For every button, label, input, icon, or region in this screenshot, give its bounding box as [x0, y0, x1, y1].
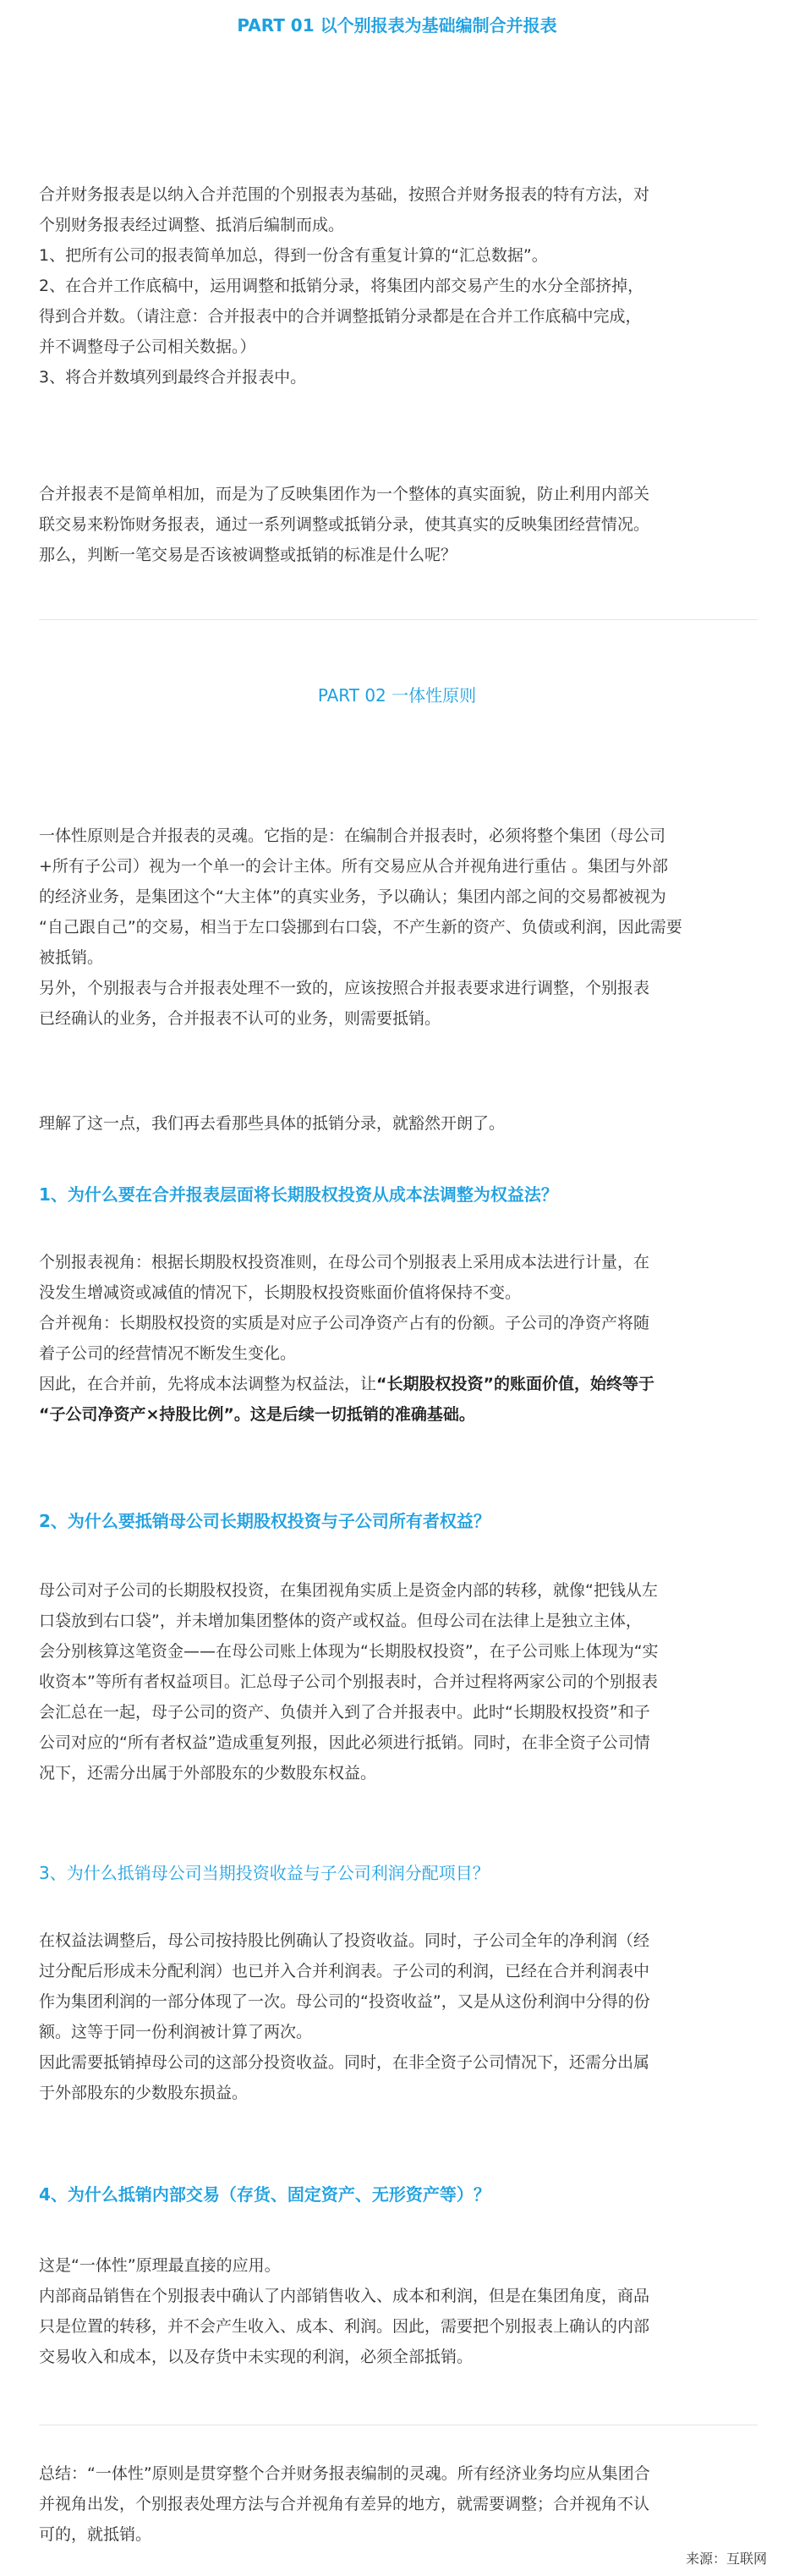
- question-4-body: [39, 2250, 758, 2372]
- text-line: [39, 1369, 758, 1399]
- text-line: 个别报表视角：根据长期股权投资准则，在母公司个别报表上采用成本法进行计量，在: [39, 1253, 650, 1272]
- text-line: 并不调整母子公司相关数据。）: [39, 338, 256, 356]
- question-3-body: [39, 1925, 758, 2108]
- text-line: 另外，个别报表与合并报表处理不一致的，应该按照合并报表要求进行调整，个别报表: [39, 979, 650, 997]
- part1-explanation: [39, 479, 758, 570]
- text-line: 并视角出发，个别报表处理方法与合并视角有差异的地方，就需要调整；合并视角不认: [39, 2495, 650, 2513]
- text-line: 公司对应的“所有者权益”造成重复列报，因此必须进行抵销。同时，在非全资子公司情: [39, 1733, 650, 1752]
- text-line: “自己跟自己”的交易，相当于左口袋挪到右口袋，不产生新的资产、负债或利润，因此需要: [39, 918, 682, 936]
- text-line: 合并财务报表是以纳入合并范围的个别报表为基础，按照合并财务报表的特有方法，对: [39, 185, 650, 204]
- text-line: 着子公司的经营情况不断发生变化。: [39, 1344, 297, 1363]
- part1-title: PART 01 以个别报表为基础编制合并报表: [237, 15, 557, 36]
- text-line: 在权益法调整后，母公司按持股比例确认了投资收益。同时，子公司全年的净利润（经: [39, 1931, 650, 1950]
- text-line: 过分配后形成未分配利润）也已并入合并利润表。子公司的利润，已经在合并利润表中: [39, 1962, 650, 1980]
- text-line: 额。这等于同一份利润被计算了两次。: [39, 2023, 313, 2041]
- question-1-heading: 1、为什么要在合并报表层面将长期股权投资从成本法调整为权益法？: [39, 1184, 558, 1205]
- text-span: 因此，在合并前，先将成本法调整为权益法，让: [39, 1375, 377, 1393]
- text-line: 得到合并数。（请注意：合并报表中的合并调整抵销分录都是在合并工作底稿中完成，: [39, 307, 642, 326]
- text-line: 会汇总在一起，母子公司的资产、负债并入到了合并报表中。此时“长期股权投资”和子: [39, 1703, 650, 1722]
- text-line: 只是位置的转移，并不会产生收入、成本、利润。因此，需要把个别报表上确认的内部: [39, 2317, 650, 2336]
- question-3-heading: 3、为什么抵销母公司当期投资收益与子公司利润分配项目？: [39, 1863, 490, 1883]
- text-line: +所有子公司）视为一个单一的会计主体。所有交易应从合并视角进行重估 。集团与外部: [39, 857, 668, 876]
- question-4-heading: 4、为什么抵销内部交易（存货、固定资产、无形资产等）？: [39, 2184, 490, 2205]
- text-line: 于外部股东的少数股东损益。: [39, 2084, 249, 2102]
- part2-transition: [39, 1108, 758, 1139]
- text-line: 已经确认的业务，合并报表不认可的业务，则需要抵销。: [39, 1009, 441, 1028]
- text-line: 被抵销。: [39, 948, 104, 967]
- emphasis-text: “子公司净资产×持股比例”。这是后续一切抵销的准确基础。: [39, 1405, 475, 1424]
- question-1-body: [39, 1247, 758, 1430]
- text-line: 作为集团利润的一部分体现了一次。母公司的“投资收益”，又是从这份利润中分得的份: [39, 1992, 650, 2011]
- text-line: 理解了这一点，我们再去看那些具体的抵销分录，就豁然开朗了。: [39, 1114, 506, 1133]
- part1-intro: [39, 179, 758, 393]
- text-line: 2、在合并工作底稿中，运用调整和抵销分录，将集团内部交易产生的水分全部挤掉，: [39, 277, 644, 295]
- text-line: 会分别核算这笔资金——在母公司账上体现为“长期股权投资”，在子公司账上体现为“实: [39, 1642, 659, 1661]
- text-line: 没发生增减资或减值的情况下，长期股权投资账面价值将保持不变。: [39, 1283, 522, 1302]
- question-2-body: [39, 1575, 758, 1788]
- source-credit: 来源：互联网: [685, 2551, 767, 2567]
- text-line: 交易收入和成本，以及存货中未实现的利润，必须全部抵销。: [39, 2348, 474, 2366]
- text-line: 的经济业务，是集团这个“大主体”的真实业务，予以确认；集团内部之间的交易都被视为: [39, 887, 666, 906]
- text-line: 母公司对子公司的长期股权投资，在集团视角实质上是资金内部的转移，就像“把钱从左: [39, 1581, 658, 1600]
- text-line: 合并报表不是简单相加，而是为了反映集团作为一个整体的真实面貌，防止利用内部关: [39, 485, 650, 503]
- text-line: 联交易来粉饰财务报表，通过一系列调整或抵销分录，使其真实的反映集团经营情况。: [39, 515, 650, 534]
- text-line: 个别财务报表经过调整、抵消后编制而成。: [39, 216, 345, 234]
- text-line: 3、将合并数填列到最终合并报表中。: [39, 368, 307, 387]
- text-line: 一体性原则是合并报表的灵魂。它指的是：在编制合并报表时，必须将整个集团（母公司: [39, 827, 666, 845]
- text-line: 口袋放到右口袋”，并未增加集团整体的资产或权益。但母公司在法律上是独立主体，: [39, 1612, 642, 1630]
- text-line: 因此需要抵销掉母公司的这部分投资收益。同时，在非全资子公司情况下，还需分出属: [39, 2053, 650, 2072]
- text-line: 可的，就抵销。: [39, 2525, 152, 2544]
- text-line: 总结：“一体性”原则是贯穿整个合并财务报表编制的灵魂。所有经济业务均应从集团合: [39, 2464, 650, 2483]
- text-line: 况下，还需分出属于外部股东的少数股东权益。: [39, 1764, 377, 1782]
- text-line: 收资本”等所有者权益项目。汇总母子公司个别报表时，合并过程将两家公司的个别报表: [39, 1672, 658, 1691]
- question-2-heading: 2、为什么要抵销母公司长期股权投资与子公司所有者权益？: [39, 1511, 490, 1531]
- emphasis-text: “长期股权投资”的账面价值，始终等于: [376, 1375, 654, 1393]
- text-line: 内部商品销售在个别报表中确认了内部销售收入、成本和利润，但是在集团角度，商品: [39, 2287, 650, 2305]
- section-divider: [39, 619, 758, 620]
- text-line: 这是“一体性”原理最直接的应用。: [39, 2256, 281, 2275]
- part2-intro: [39, 821, 758, 1034]
- text-line: 合并视角：长期股权投资的实质是对应子公司净资产占有的份额。子公司的净资产将随: [39, 1314, 650, 1332]
- text-line: 那么，判断一笔交易是否该被调整或抵销的标准是什么呢？: [39, 546, 457, 564]
- part2-title: PART 02 一体性原则: [317, 685, 477, 706]
- summary: [39, 2458, 758, 2550]
- text-line: 1、把所有公司的报表简单加总，得到一份含有重复计算的“汇总数据”。: [39, 246, 548, 265]
